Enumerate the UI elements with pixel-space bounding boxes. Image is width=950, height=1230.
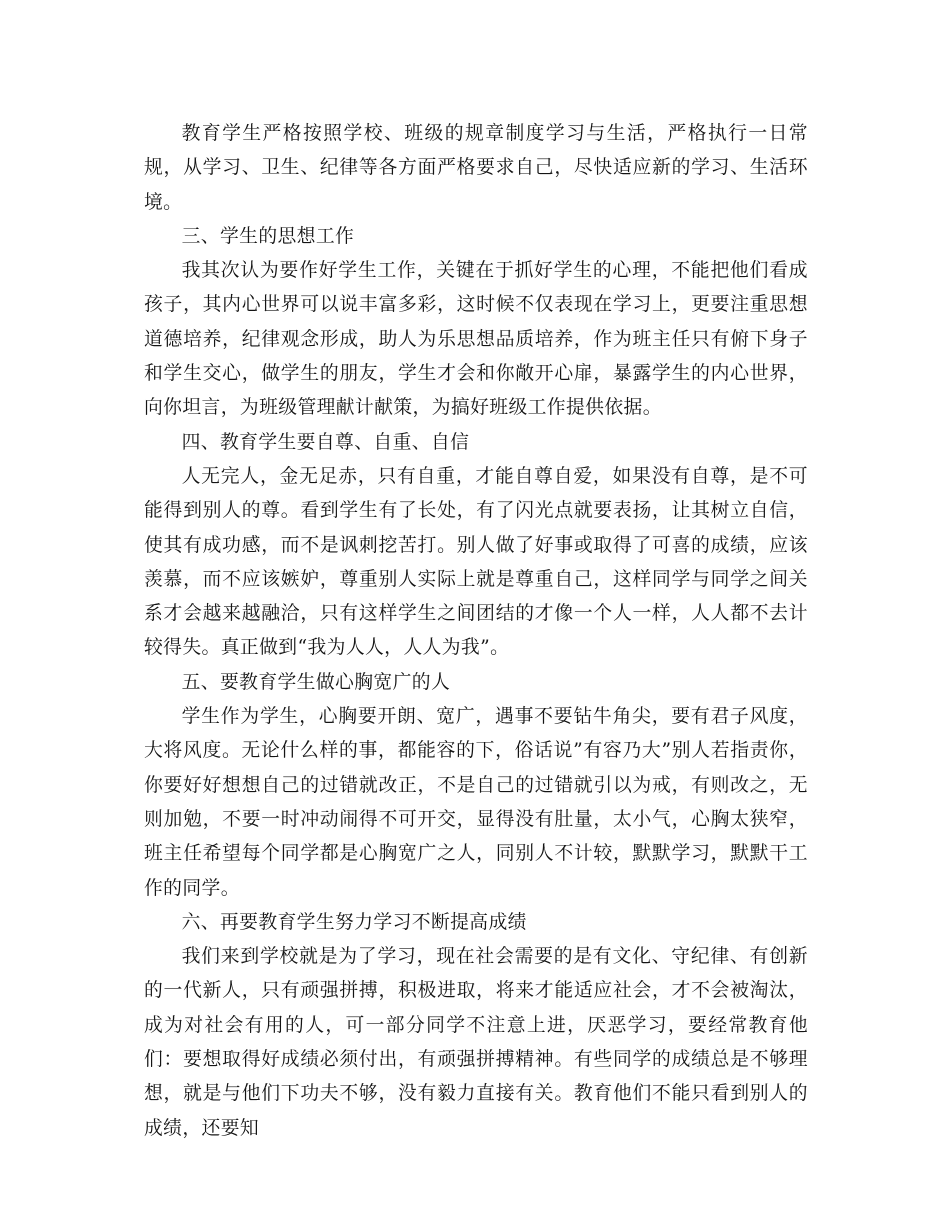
heading-section-6: 六、再要教育学生努力学习不断提高成绩 (181, 911, 527, 933)
paragraph-section-3: 我其次认为要作好学生工作，关键在于抓好学生的心理，不能把他们看成孩子，其内心世界可以说丰富多彩，这时候不仅表现在学习上，更要注重思想道德培养，纪律观念形成，助人为乐思想品质培养，作为班主任只有俯下身子和学生交心，做学生的朋友，学生才会和你敞开心扉，暴露学生的内心世界，向你坦言，为班级管理献计献策，为搞好班级工作提供依据。 (144, 260, 808, 419)
heading-section-3: 三、学生的思想工作 (181, 225, 355, 247)
heading-section-5: 五、要教育学生做心胸宽广的人 (181, 671, 451, 693)
document-body (144, 117, 808, 1146)
paragraph-section-5: 学生作为学生，心胸要开朗、宽广，遇事不要钻牛角尖，要有君子风度，大将风度。无论什么样的事，都能容的下，俗话说”有容乃大”别人若指责你，你要好好想想自己的过错就改正，不是自己的过错就引以为戒，有则改之，无则加勉，不要一时冲动闹得不可开交，显得没有肚量，太小气，心胸太狭窄，班主任希望每个同学都是心胸宽广之人，同别人不计较，默默学习，默默干工作的同学。 (144, 706, 808, 899)
paragraph-section-4: 人无完人，金无足赤，只有自重，才能自尊自爱，如果没有自尊，是不可能得到别人的尊。看到学生有了长处，有了闪光点就要表扬，让其树立自信，使其有成功感，而不是讽刺挖苦打。别人做了好事或取得了可喜的成绩，应该羡慕，而不应该嫉妒，尊重别人实际上就是尊重自己，这样同学与同学之间关系才会越来越融洽，只有这样学生之间团结的才像一个人一样，人人都不去计较得失。真正做到“我为人人，人人为我”。 (144, 465, 808, 659)
paragraph-daily-rules: 教育学生严格按照学校、班级的规章制度学习与生活，严格执行一日常规，从学习、卫生、纪律等各方面严格要求自己，尽快适应新的学习、生活环境。 (144, 123, 808, 213)
heading-section-4: 四、教育学生要自尊、自重、自信 (181, 431, 470, 453)
paragraph-section-6: 我们来到学校就是为了学习，现在社会需要的是有文化、守纪律、有创新的一代新人，只有顽强拼搏，积极进取，将来才能适应社会，才不会被淘汰，成为对社会有用的人，可一部分同学不注意上进，厌恶学习，要经常教育他们：要想取得好成绩必须付出，有顽强拼搏精神。有些同学的成绩总是不够理想，就是与他们下功夫不够，没有毅力直接有关。教育他们不能只看到别人的成绩，还要知 (144, 946, 808, 1139)
